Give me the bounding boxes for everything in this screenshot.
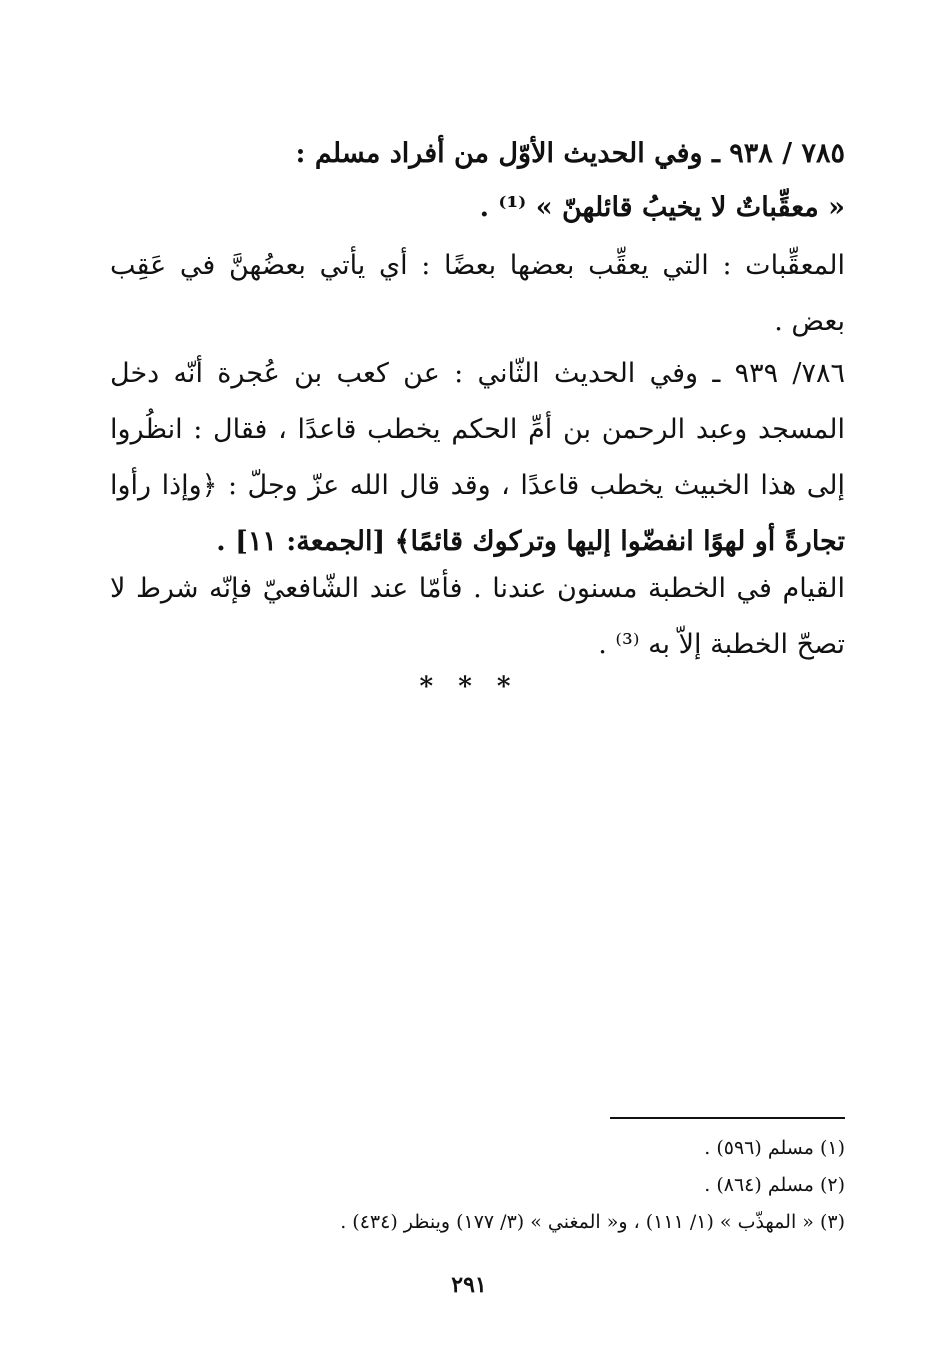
section-separator: * * * — [419, 672, 519, 702]
entry-785-hadith-block — [110, 180, 845, 236]
entry-785-explanation-line-1: المعقِّبات : التي يعقِّب بعضها بعضًا : أي يأتي بعضُهنَّ في عَقِب — [110, 250, 845, 281]
entry-785-heading: ٧٨٥ / ٩٣٨ ـ وفي الحديث الأوّل من أفراد مسلم : — [295, 138, 845, 169]
entry-785-explanation — [110, 238, 845, 350]
entry-786-line-2: المسجد وعبد الرحمن بن أمِّ الحكم يخطب قاعدًا ، فقال : انظُروا — [110, 414, 845, 445]
footnote-1: (١) مسلم (٥٩٦) . — [704, 1137, 845, 1159]
entry-786-line-1: ٧٨٦/ ٩٣٩ ـ وفي الحديث الثّاني : عن كعب بن عُجرة أنّه دخل — [110, 358, 845, 389]
footnote-divider — [610, 1117, 845, 1119]
entry-786-hadith-block — [110, 346, 845, 570]
entry-786-explanation-line-1: القيام في الخطبة مسنون عندنا . فأمّا عند الشّافعيّ فإنّه شرط لا — [110, 573, 845, 604]
entry-785-explanation-line-2: بعض . — [774, 306, 845, 337]
entry-785-hadith-text: « معقِّباتٌ لا يخيبُ قائلهنّ » ⁽¹⁾ . — [479, 192, 845, 223]
footnote-2: (٢) مسلم (٨٦٤) . — [704, 1174, 845, 1196]
entry-785-heading-block — [110, 126, 845, 182]
entry-786-explanation — [110, 561, 845, 673]
entry-786-explanation-line-2: تصحّ الخطبة إلاّ به ⁽³⁾ . — [598, 629, 845, 660]
entry-786-line-4-quran-verse: تجارةً أو لهوًا انفضّوا إليها وتركوك قائمًا﴾ [الجمعة: ١١] . — [216, 526, 845, 557]
entry-786-line-3: إلى هذا الخبيث يخطب قاعدًا ، وقد قال الله عزّ وجلّ : ﴿وإذا رأوا — [110, 470, 845, 501]
footnotes — [110, 1130, 845, 1241]
footnote-3: (٣) « المهذّب » (١/ ١١١) ، و« المغني » (٣/ ١٧٧) وينظر (٤٣٤) . — [340, 1211, 845, 1233]
page-number: ٢٩١ — [451, 1272, 487, 1298]
